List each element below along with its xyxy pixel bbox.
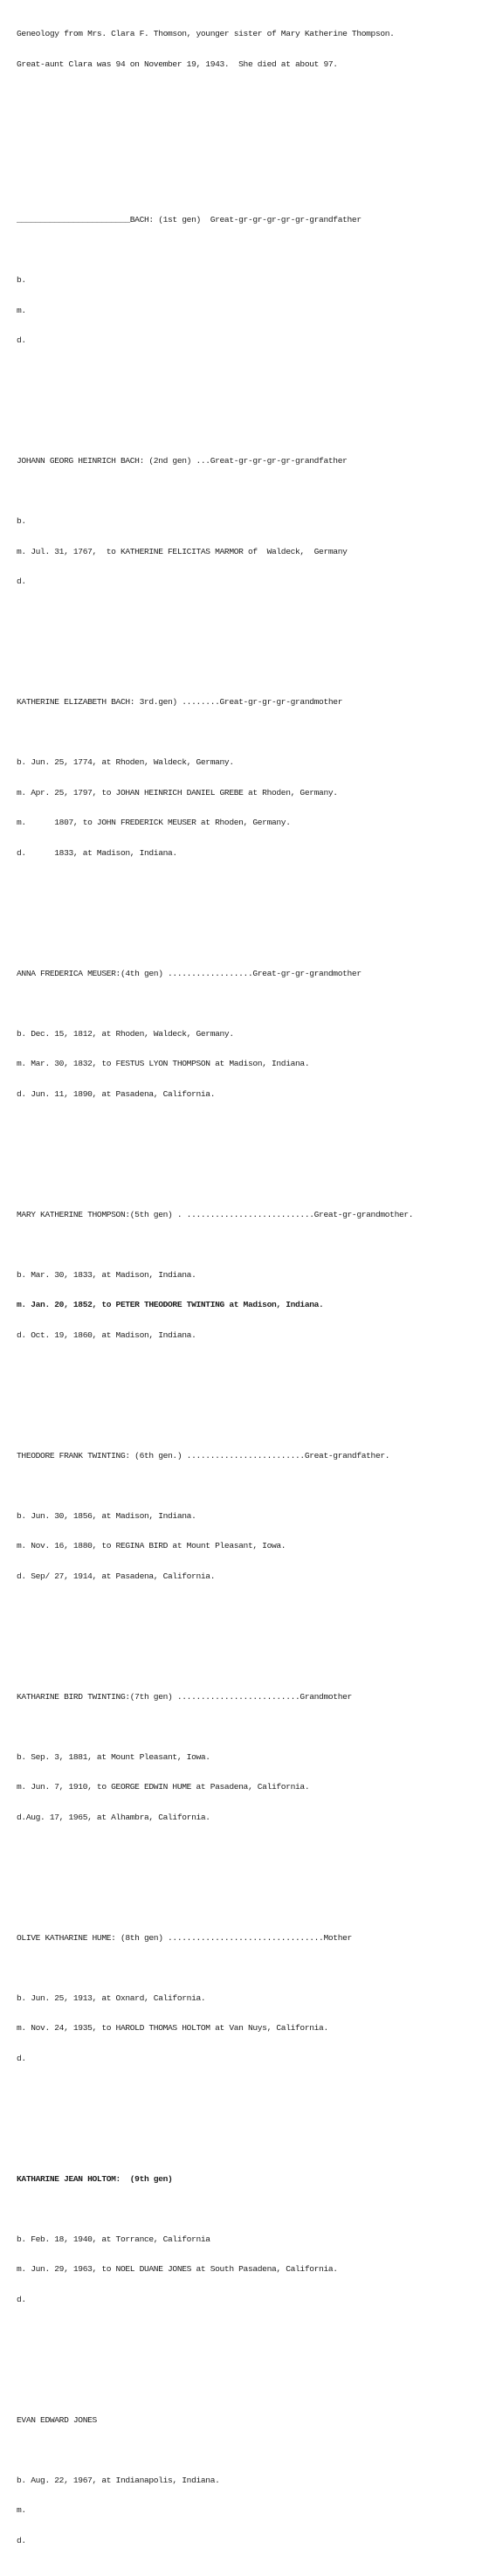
death-line: d. bbox=[17, 2535, 26, 2545]
generation-7 bbox=[17, 1672, 479, 1843]
marriage-line: m. Jun. 7, 1910, to GEORGE EDWIN HUME at Pasadena, California. bbox=[17, 1782, 310, 1792]
marriage-line: m. Apr. 25, 1797, to JOHAN HEINRICH DANIEL GREBE at Rhoden, Germany. bbox=[17, 787, 338, 798]
death-line: d. bbox=[17, 577, 26, 586]
marriage-line: m. bbox=[17, 2505, 26, 2515]
birth-line: b. Mar. 30, 1833, at Madison, Indiana. bbox=[17, 1269, 196, 1280]
generation-heading: KATHARINE BIRD TWINTING:(7th gen) ..........................Grandmother bbox=[17, 1691, 352, 1702]
birth-line: b. Feb. 18, 1940, at Torrance, California bbox=[17, 2234, 210, 2244]
birth-line: b. Sep. 3, 1881, at Mount Pleasant, Iowa. bbox=[17, 1751, 210, 1762]
marriage-line: m. Nov. 16, 1880, to REGINA BIRD at Mount Pleasant, Iowa. bbox=[17, 1541, 286, 1550]
death-line: d. Sep/ 27, 1914, at Pasadena, California. bbox=[17, 1571, 216, 1581]
intro-line-1: Geneology from Mrs. Clara F. Thomson, younger sister of Mary Katherine Thompson. bbox=[17, 29, 395, 38]
generation-4 bbox=[17, 949, 479, 1120]
death-line: d. bbox=[17, 2053, 26, 2063]
death-line: d. Oct. 19, 1860, at Madison, Indiana. bbox=[17, 1329, 196, 1340]
genealogy-document bbox=[17, 9, 479, 2576]
generation-heading: EVAN EDWARD JONES bbox=[17, 2414, 97, 2425]
generation-1 bbox=[17, 195, 479, 366]
birth-line: b. Aug. 22, 1967, at Indianapolis, Indiana. bbox=[17, 2475, 220, 2485]
generation-heading: KATHARINE JEAN HOLTOM: (9th gen) bbox=[17, 2173, 173, 2184]
death-line: d. bbox=[17, 335, 26, 345]
generation-3 bbox=[17, 677, 479, 878]
marriage-line: m. Mar. 30, 1832, to FESTUS LYON THOMPSON at Madison, Indiana. bbox=[17, 1059, 310, 1068]
generation-9 bbox=[17, 2154, 479, 2325]
intro-line-2: Great-aunt Clara was 94 on November 19, 1943. She died at about 97. bbox=[17, 59, 338, 69]
birth-line: b. bbox=[17, 275, 26, 285]
generation-10 bbox=[17, 2395, 479, 2566]
marriage-line: m. 1807, to JOHN FREDERICK MEUSER at Rhoden, Germany. bbox=[17, 818, 291, 827]
generation-heading: THEODORE FRANK TWINTING: (6th gen.) .........................Great-grandfather. bbox=[17, 1450, 390, 1461]
birth-line: b. Jun. 25, 1774, at Rhoden, Waldeck, Germany. bbox=[17, 757, 234, 767]
death-line: d. bbox=[17, 2294, 26, 2304]
generation-2 bbox=[17, 436, 479, 607]
generation-heading: ANNA FREDERICA MEUSER:(4th gen) ..................Great-gr-gr-grandmother bbox=[17, 968, 362, 978]
generation-heading: JOHANN GEORG HEINRICH BACH: (2nd gen) ...Great-gr-gr-gr-gr-grandfather bbox=[17, 456, 348, 466]
death-line: d.Aug. 17, 1965, at Alhambra, California. bbox=[17, 1812, 210, 1822]
generation-heading: ________________________BACH: (1st gen) Great-gr-gr-gr-gr-gr-grandfather bbox=[17, 215, 362, 224]
generation-8 bbox=[17, 1913, 479, 2084]
death-line: d. 1833, at Madison, Indiana. bbox=[17, 847, 177, 858]
marriage-line: m. Jun. 29, 1963, to NOEL DUANE JONES at South Pasadena, California. bbox=[17, 2264, 338, 2274]
birth-line: b. Dec. 15, 1812, at Rhoden, Waldeck, Germany. bbox=[17, 1028, 234, 1039]
generation-6 bbox=[17, 1431, 479, 1602]
generation-heading: KATHERINE ELIZABETH BACH: 3rd.gen) ........Great-gr-gr-gr-grandmother bbox=[17, 697, 343, 707]
marriage-line: m. Jan. 20, 1852, to PETER THEODORE TWINTING at Madison, Indiana. bbox=[17, 1300, 324, 1309]
generation-5 bbox=[17, 1190, 479, 1361]
birth-line: b. bbox=[17, 516, 26, 526]
generation-heading: OLIVE KATHARINE HUME: (8th gen) .................................Mother bbox=[17, 1932, 352, 1943]
birth-line: b. Jun. 25, 1913, at Oxnard, California. bbox=[17, 1992, 206, 2003]
marriage-line: m. Nov. 24, 1935, to HAROLD THOMAS HOLTOM at Van Nuys, California. bbox=[17, 2023, 328, 2033]
death-line: d. Jun. 11, 1890, at Pasadena, California. bbox=[17, 1088, 216, 1099]
marriage-line: m. Jul. 31, 1767, to KATHERINE FELICITAS MARMOR of Waldeck, Germany bbox=[17, 546, 348, 556]
generation-heading: MARY KATHERINE THOMPSON:(5th gen) . ...........................Great-gr-grandmother. bbox=[17, 1209, 414, 1219]
marriage-line: m. bbox=[17, 305, 26, 315]
birth-line: b. Jun. 30, 1856, at Madison, Indiana. bbox=[17, 1510, 196, 1521]
